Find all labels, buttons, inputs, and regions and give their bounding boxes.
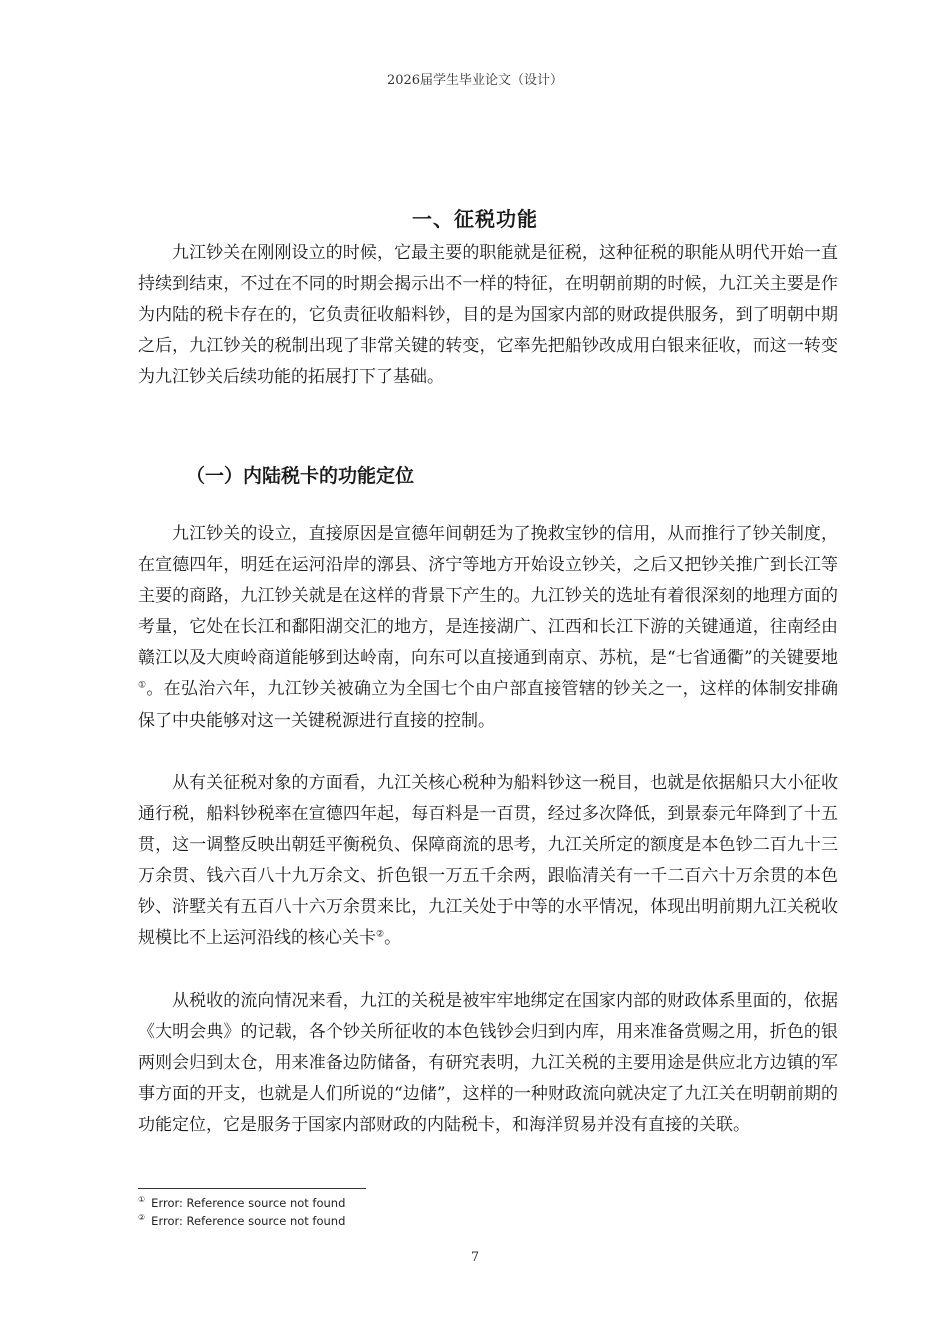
paragraph-2-tail: 。 <box>384 928 402 949</box>
paragraph-1-tail: 。在弘治六年，九江钞关被确立为全国七个由户部直接管辖的钞关之一，这样的体制安排确保了中央能够对这一关键税源进行直接的控制。 <box>138 679 838 731</box>
paragraph-2-text: 从有关征税对象的方面看，九江关核心税种为船料钞这一税目，也就是依据船只大小征收通行税，船料钞税率在宣德四年起，每百料是一百贯，经过多次降低，到景泰元年降到了十五贯，这一调整反映出朝廷平衡税负、保障商流的思考，九江关所定的额度是本色钞二百九十三万余贯、钱六百八十九万余文、折色银一万五千余两，跟临清关有一千二百六十万余贯的本色钞、浒墅关有五百八十六万余贯来比，九江关处于中等的水平情况，体现出明前期九江关税收规模比不上运河沿线的核心关卡 <box>138 773 838 949</box>
footnote-ref-2[interactable]: ② <box>376 929 385 940</box>
body-paragraph-1 <box>138 519 838 737</box>
footnote-1 <box>138 1195 345 1210</box>
intro-paragraph: 九江钞关在刚刚设立的时候，它最主要的职能就是征税，这种征税的职能从明代开始一直持续到结束，不过在不同的时期会揭示出不一样的特征，在明朝前期的时候，九江关主要是作为内陆的税卡存在的，它负责征收船料钞，目的是为国家内部的财政提供服务，到了明朝中期之后，九江钞关的税制出现了非常关键的转变，它率先把船钞改成用白银来征收，而这一转变为九江钞关后续功能的拓展打下了基础。 <box>138 243 838 388</box>
page-header: 2026届学生毕业论文（设计） <box>386 73 564 88</box>
footnote-2 <box>138 1213 345 1228</box>
footnote-1-text: Error: Reference source not found <box>151 1195 346 1210</box>
page-number: 7 <box>470 1250 480 1265</box>
footnote-2-text: Error: Reference source not found <box>151 1213 346 1228</box>
footnote-2-mark: ② <box>138 1213 146 1222</box>
footnote-ref-1[interactable]: ① <box>138 680 147 691</box>
section-title: 一、征税功能 <box>412 207 538 231</box>
body-paragraph-2 <box>138 768 838 955</box>
subsection-title: （一）内陆税卡的功能定位 <box>186 465 415 487</box>
body-paragraph-3: 从税收的流向情况来看，九江的关税是被牢牢地绑定在国家内部的财政体系里面的，依据《大明会典》的记载，各个钞关所征收的本色钱钞会归到内库，用来准备赏赐之用，折色的银两则会归到太仓，用来准备边防储备，有研究表明，九江关税的主要用途是供应北方边镇的军事方面的开支，也就是人们所说的“边储”，这样的一种财政流向就决定了九江关在明朝前期的功能定位，它是服务于国家内部财政的内陆税卡，和海洋贸易并没有直接的关联。 <box>138 991 838 1136</box>
footnote-divider <box>138 1188 366 1189</box>
footnote-1-mark: ① <box>138 1195 146 1204</box>
paragraph-1-text: 九江钞关的设立，直接原因是宣德年间朝廷为了挽救宝钞的信用，从而推行了钞关制度，在宣德四年，明廷在运河沿岸的漷县、济宁等地方开始设立钞关，之后又把钞关推广到长江等主要的商路，九江钞关就是在这样的背景下产生的。九江钞关的选址有着很深刻的地理方面的考量，它处在长江和鄱阳湖交汇的地方，是连接湖广、江西和长江下游的关键通道，往南经由赣江以及大庾岭商道能够到达岭南，向东可以直接通到南京、苏杭，是“七省通衢”的关键要地 <box>138 524 838 669</box>
